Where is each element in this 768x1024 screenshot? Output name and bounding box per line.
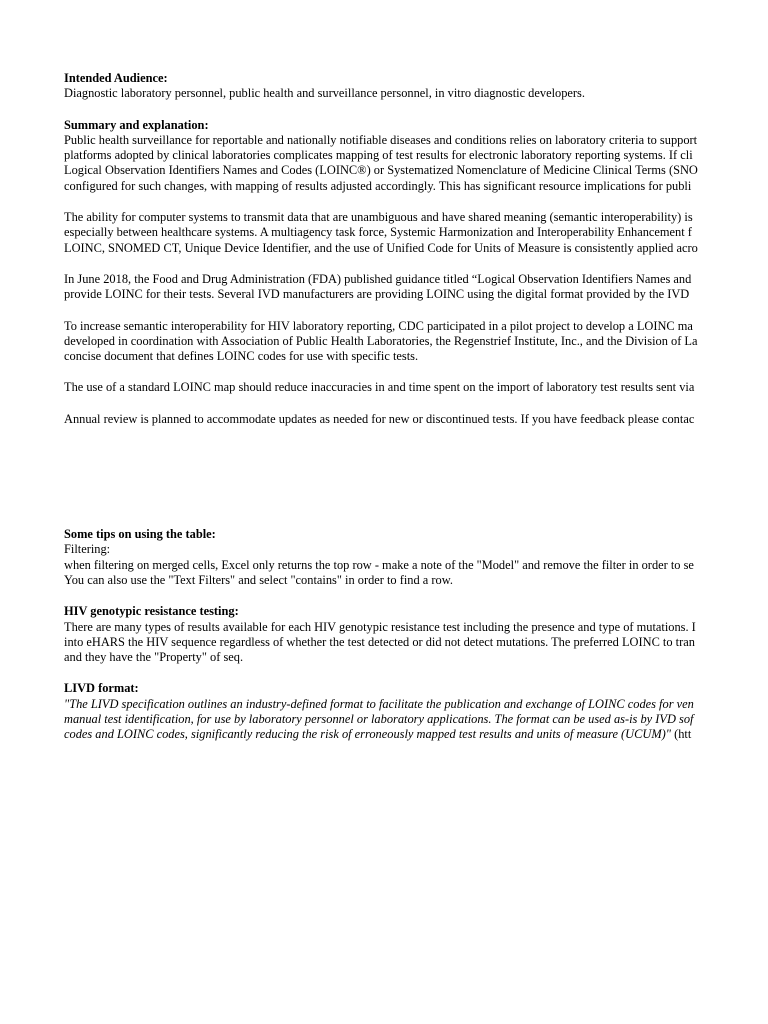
section-hiv-resistance xyxy=(64,604,768,665)
hiv-line: There are many types of results available for each HIV genotypic resistance test including the presence and type of mutations. I xyxy=(64,619,696,634)
tips-line: You can also use the "Text Filters" and select "contains" in order to find a row. xyxy=(64,572,453,587)
summary-para3-line: In June 2018, the Food and Drug Administration (FDA) published guidance titled “Logical Observation Identifiers Names and xyxy=(64,271,692,286)
spacer xyxy=(64,588,768,604)
spacer xyxy=(64,396,768,412)
livd-heading: LIVD format: xyxy=(64,681,139,696)
tips-line: when filtering on merged cells, Excel only returns the top row - make a note of the "Model" and remove the filter in order to se xyxy=(64,557,694,572)
intended-audience-heading: Intended Audience: xyxy=(64,71,168,85)
summary-para1-line: Public health surveillance for reportable and nationally notifiable diseases and conditions relies on laboratory criteria to support xyxy=(64,132,698,147)
hiv-line: and they have the "Property" of seq. xyxy=(64,650,244,665)
hiv-line: into eHARS the HIV sequence regardless of whether the test detected or did not detect mutations. The preferred LOINC to tran xyxy=(64,634,695,649)
summary-para1-line: configured for such changes, with mapping of results adjusted accordingly. This has significant resource implications for publi xyxy=(64,178,692,193)
tips-heading: Some tips on using the table: xyxy=(64,527,216,542)
livd-quote-line xyxy=(64,727,768,742)
spacer xyxy=(64,427,768,527)
summary-para1-line: platforms adopted by clinical laboratories complicates mapping of test results for electronic laboratory reporting systems. If cli xyxy=(64,148,693,163)
spacer xyxy=(64,364,768,380)
tips-line: Filtering: xyxy=(64,542,111,557)
summary-para3-line: provide LOINC for their tests. Several IVD manufacturers are providing LOINC using the digital format provided by the IVD xyxy=(64,287,690,302)
section-intended-audience xyxy=(64,71,768,102)
spacer xyxy=(64,665,768,681)
document-body xyxy=(64,71,768,743)
spacer xyxy=(64,194,768,210)
summary-para1-line: Logical Observation Identifiers Names and Codes (LOINC®) or Systematized Nomenclature of Medicine Clinical Terms (SNO xyxy=(64,163,698,178)
summary-para5-line: The use of a standard LOINC map should reduce inaccuracies in and time spent on the import of laboratory test results sent via xyxy=(64,380,695,395)
section-summary xyxy=(64,118,768,427)
spacer xyxy=(64,303,768,319)
livd-quote-line: "The LIVD specification outlines an industry-defined format to facilitate the publication and exchange of LOINC codes for ven xyxy=(64,696,694,711)
section-tips xyxy=(64,527,768,588)
spacer xyxy=(64,102,768,118)
summary-para2-line: LOINC, SNOMED CT, Unique Device Identifier, and the use of Unified Code for Units of Measure is consistently applied acro xyxy=(64,240,698,255)
intended-audience-text: Diagnostic laboratory personnel, public health and surveillance personnel, in vitro diagnostic developers. xyxy=(64,86,585,101)
summary-para4-line: To increase semantic interoperability for HIV laboratory reporting, CDC participated in a pilot project to develop a LOINC ma xyxy=(64,318,693,333)
livd-quote-text: codes and LOINC codes, significantly reducing the risk of erroneously mapped test results and units of measure (UCUM)" xyxy=(64,727,671,742)
spacer xyxy=(64,256,768,272)
livd-link-fragment: (htt xyxy=(671,727,692,742)
hiv-heading: HIV genotypic resistance testing: xyxy=(64,604,239,619)
summary-heading: Summary and explanation: xyxy=(64,117,209,132)
summary-para2-line: especially between healthcare systems. A multiagency task force, Systemic Harmonization and Interoperability Enhancement f xyxy=(64,225,692,240)
section-livd xyxy=(64,681,768,742)
summary-para2-line: The ability for computer systems to transmit data that are unambiguous and have shared meaning (semantic interoperability) is xyxy=(64,210,693,225)
livd-quote-line: manual test identification, for use by laboratory personnel or laboratory applications. The format can be used as-is by IVD sof xyxy=(64,712,694,727)
summary-para4-line: developed in coordination with Association of Public Health Laboratories, the Regenstrief Institute, Inc., and the Division of La xyxy=(64,333,698,348)
summary-para6-line: Annual review is planned to accommodate updates as needed for new or discontinued tests. If you have feedback please contac xyxy=(64,411,695,426)
summary-para4-line: concise document that defines LOINC codes for use with specific tests. xyxy=(64,349,419,364)
